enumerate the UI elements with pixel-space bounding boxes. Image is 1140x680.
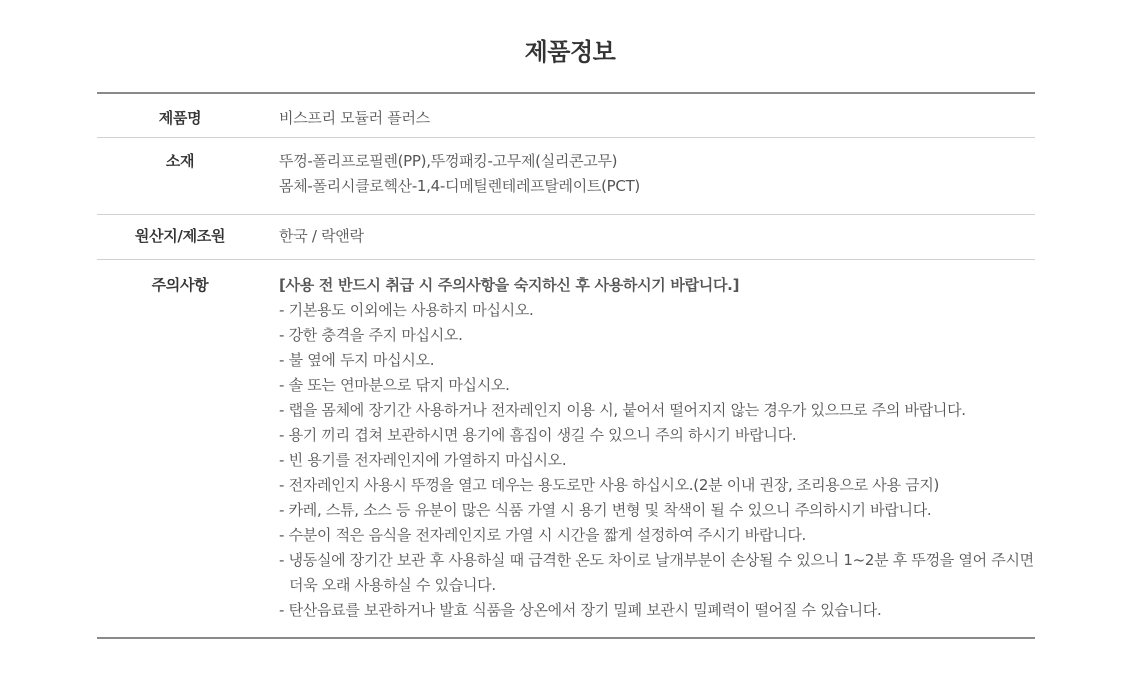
caution-item: - 랩을 몸체에 장기간 사용하거나 전자레인지 이용 시, 붙어서 떨어지지 않는 경우가 있으므로 주의 바랍니다. [279, 400, 966, 419]
product-name-label: 제품명 [158, 109, 202, 127]
material-line: 뚜껑-폴리프로필렌(PP),뚜껑패킹-고무제(실리콘고무) [279, 151, 618, 170]
material-label: 소재 [97, 137, 263, 214]
caution-header: [사용 전 반드시 취급 시 주의사항을 숙지하신 후 사용하시기 바랍니다.] [279, 275, 740, 294]
product-info-table [97, 92, 1035, 639]
material-value [263, 137, 1035, 214]
table-row-caution [97, 259, 1035, 638]
caution-item: - 솔 또는 연마분으로 닦지 마십시오. [279, 375, 510, 394]
caution-item: - 기본용도 이외에는 사용하지 마십시오. [279, 300, 534, 319]
origin-label: 원산지/제조원 [97, 214, 263, 259]
caution-item: - 용기 끼리 겹쳐 보관하시면 용기에 흠집이 생길 수 있으니 주의 하시기 바랍니다. [279, 425, 797, 444]
origin-value: 한국 / 락앤락 [263, 214, 1035, 259]
page-title: 제품정보 [524, 38, 616, 66]
caution-label: 주의사항 [97, 259, 263, 638]
caution-item: - 빈 용기를 전자레인지에 가열하지 마십시오. [279, 450, 567, 469]
caution-value [263, 259, 1035, 638]
caution-item: - 강한 충격을 주지 마십시오. [279, 325, 463, 344]
material-line: 몸체-폴리시클로헥산-1,4-디메틸렌테레프탈레이트(PCT) [279, 176, 640, 195]
caution-item: - 전자레인지 사용시 뚜껑을 열고 데우는 용도로만 사용 하십시오.(2분 이내 권장, 조리용으로 사용 금지) [279, 475, 940, 494]
caution-item: - 카레, 스튜, 소스 등 유분이 많은 식품 가열 시 용기 변형 및 착색이 될 수 있으니 주의하시기 바랍니다. [279, 500, 932, 519]
caution-item: - 불 옆에 두지 마십시오. [279, 350, 435, 369]
caution-item: - 냉동실에 장기간 보관 후 사용하실 때 급격한 온도 차이로 날개부분이 손상될 수 있으니 1~2분 후 뚜껑을 열어 주시면 더욱 오래 사용하실 수 있습니다. [279, 550, 1034, 594]
product-name-value: 비스프리 모듈러 플러스 [279, 109, 430, 127]
table-row-material [97, 137, 1035, 214]
table-row-origin [97, 214, 1035, 259]
table-row-product-name [97, 93, 1035, 137]
caution-item: - 탄산음료를 보관하거나 발효 식품을 상온에서 장기 밀폐 보관시 밀폐력이 떨어질 수 있습니다. [279, 600, 882, 619]
caution-item: - 수분이 적은 음식을 전자레인지로 가열 시 시간을 짧게 설정하여 주시기 바랍니다. [279, 525, 807, 544]
